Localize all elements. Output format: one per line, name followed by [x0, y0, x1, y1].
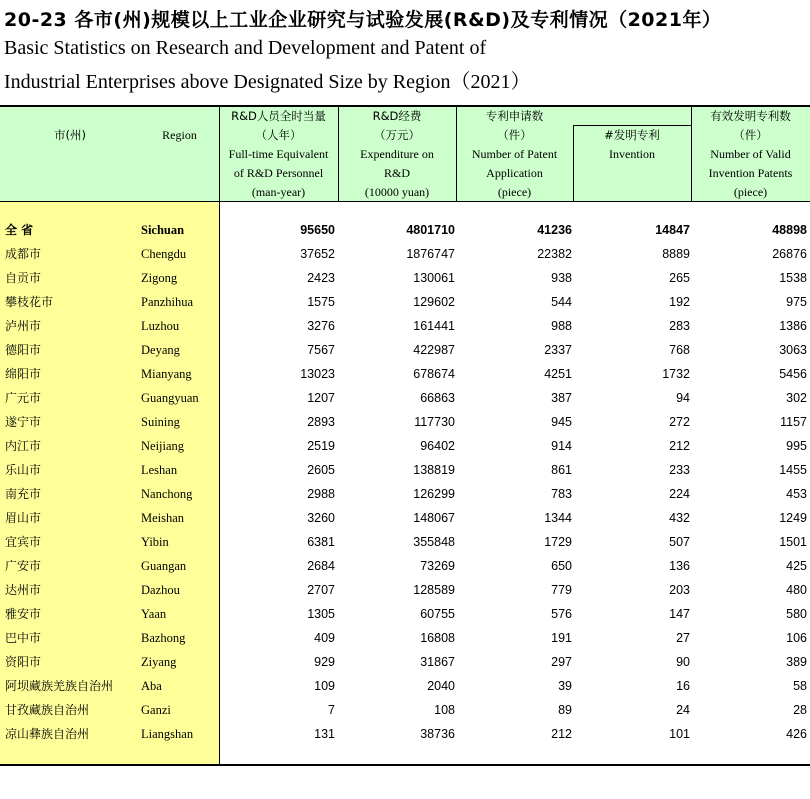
- cell-personnel: 95650: [300, 223, 335, 237]
- table-row: [0, 362, 810, 386]
- cell-region-en: Panzhihua: [141, 295, 194, 309]
- cell-city-zh: 德阳市: [5, 343, 42, 357]
- table-title-english-line1: Basic Statistics on Research and Development and Patent of: [4, 37, 487, 59]
- cell-valid-patents: 425: [786, 559, 807, 573]
- header-valid-patents: 有效发明专利数 （件） Number of Valid Invention Patents (piece): [708, 109, 793, 199]
- cell-region-en: Luzhou: [141, 319, 180, 333]
- cell-valid-patents: 453: [786, 487, 807, 501]
- cell-application: 4251: [544, 367, 572, 381]
- cell-personnel: 13023: [300, 367, 335, 381]
- cell-city-zh: 遂宁市: [5, 415, 42, 429]
- cell-region-en: Zigong: [141, 271, 178, 285]
- cell-application: 39: [558, 679, 572, 693]
- cell-application: 861: [551, 463, 572, 477]
- cell-city-zh: 广元市: [5, 391, 42, 405]
- cell-invention: 90: [676, 655, 690, 669]
- cell-valid-patents: 1249: [779, 511, 807, 525]
- cell-personnel: 2707: [307, 583, 335, 597]
- cell-valid-patents: 28: [793, 703, 807, 717]
- cell-region-en: Chengdu: [141, 247, 187, 261]
- cell-application: 212: [551, 727, 572, 741]
- cell-expenditure: 129602: [413, 295, 455, 309]
- cell-region-en: Bazhong: [141, 631, 186, 645]
- cell-valid-patents: 58: [793, 679, 807, 693]
- header-region-en: Region: [162, 128, 197, 142]
- cell-expenditure: 96402: [420, 439, 455, 453]
- cell-expenditure: 161441: [413, 319, 455, 333]
- cell-application: 41236: [537, 223, 572, 237]
- cell-expenditure: 126299: [413, 487, 455, 501]
- cell-invention: 94: [676, 391, 690, 405]
- cell-city-zh: 阿坝藏族羌族自治州: [5, 679, 114, 693]
- cell-city-zh: 南充市: [5, 487, 42, 501]
- cell-region-en: Nanchong: [141, 487, 193, 501]
- cell-valid-patents: 106: [786, 631, 807, 645]
- cell-expenditure: 66863: [420, 391, 455, 405]
- cell-application: 387: [551, 391, 572, 405]
- cell-invention: 283: [669, 319, 690, 333]
- cell-valid-patents: 302: [786, 391, 807, 405]
- table-row: [0, 458, 810, 482]
- cell-application: 988: [551, 319, 572, 333]
- table-row: [0, 674, 810, 698]
- cell-expenditure: 60755: [420, 607, 455, 621]
- cell-personnel: 2893: [307, 415, 335, 429]
- cell-city-zh: 广安市: [5, 559, 42, 573]
- cell-invention: 101: [669, 727, 690, 741]
- cell-expenditure: 2040: [427, 679, 455, 693]
- cell-personnel: 6381: [307, 535, 335, 549]
- cell-region-en: Deyang: [141, 343, 180, 357]
- cell-personnel: 7567: [307, 343, 335, 357]
- cell-personnel: 1575: [307, 295, 335, 309]
- cell-expenditure: 678674: [413, 367, 455, 381]
- cell-valid-patents: 1455: [779, 463, 807, 477]
- cell-application: 2337: [544, 343, 572, 357]
- cell-expenditure: 38736: [420, 727, 455, 741]
- cell-region-en: Neijiang: [141, 439, 185, 453]
- cell-expenditure: 73269: [420, 559, 455, 573]
- cell-region-en: Mianyang: [141, 367, 192, 381]
- cell-valid-patents: 5456: [779, 367, 807, 381]
- cell-expenditure: 128589: [413, 583, 455, 597]
- table-row: [0, 290, 810, 314]
- table-row: [0, 434, 810, 458]
- cell-invention: 265: [669, 271, 690, 285]
- cell-region-en: Guangyuan: [141, 391, 199, 405]
- table-row: [0, 410, 810, 434]
- cell-region-en: Liangshan: [141, 727, 194, 741]
- cell-application: 783: [551, 487, 572, 501]
- cell-region-en: Ganzi: [141, 703, 171, 717]
- cell-city-zh: 雅安市: [5, 607, 42, 621]
- cell-city-zh: 乐山市: [5, 463, 42, 477]
- cell-city-zh: 宜宾市: [5, 535, 42, 549]
- cell-invention: 27: [676, 631, 690, 645]
- cell-city-zh: 资阳市: [5, 655, 42, 669]
- cell-valid-patents: 389: [786, 655, 807, 669]
- cell-personnel: 929: [314, 655, 335, 669]
- cell-application: 544: [551, 295, 572, 309]
- cell-invention: 1732: [662, 367, 690, 381]
- cell-invention: 8889: [662, 247, 690, 261]
- cell-application: 779: [551, 583, 572, 597]
- cell-personnel: 2519: [307, 439, 335, 453]
- cell-valid-patents: 995: [786, 439, 807, 453]
- cell-region-en: Yibin: [141, 535, 169, 549]
- cell-region-en: Leshan: [141, 463, 178, 477]
- cell-region-en: Ziyang: [141, 655, 177, 669]
- cell-expenditure: 31867: [420, 655, 455, 669]
- cell-application: 1344: [544, 511, 572, 525]
- cell-application: 22382: [537, 247, 572, 261]
- table-row: [0, 554, 810, 578]
- table-row: [0, 338, 810, 362]
- cell-expenditure: 108: [434, 703, 455, 717]
- cell-personnel: 2684: [307, 559, 335, 573]
- table-row: [0, 602, 810, 626]
- cell-valid-patents: 26876: [772, 247, 807, 261]
- cell-application: 650: [551, 559, 572, 573]
- cell-expenditure: 16808: [420, 631, 455, 645]
- cell-region-en: Dazhou: [141, 583, 180, 597]
- cell-valid-patents: 1157: [780, 415, 807, 429]
- table-row: [0, 626, 810, 650]
- table-row: [0, 530, 810, 554]
- cell-city-zh: 凉山彝族自治州: [5, 727, 90, 741]
- cell-invention: 203: [669, 583, 690, 597]
- cell-invention: 272: [669, 415, 690, 429]
- cell-personnel: 7: [328, 703, 335, 717]
- table-row: [0, 314, 810, 338]
- cell-invention: 14847: [655, 223, 690, 237]
- cell-personnel: 409: [314, 631, 335, 645]
- table-row: [0, 386, 810, 410]
- cell-city-zh: 眉山市: [5, 511, 42, 525]
- cell-personnel: 131: [314, 727, 335, 741]
- header-application: 专利申请数 （件） Number of Patent Application (piece): [471, 109, 558, 199]
- cell-invention: 136: [669, 559, 690, 573]
- cell-personnel: 37652: [300, 247, 335, 261]
- cell-valid-patents: 48898: [772, 223, 807, 237]
- cell-invention: 432: [669, 511, 690, 525]
- cell-region-en: Meishan: [141, 511, 185, 525]
- cell-expenditure: 130061: [413, 271, 455, 285]
- cell-invention: 212: [669, 439, 690, 453]
- cell-expenditure: 422987: [413, 343, 455, 357]
- cell-city-zh: 绵阳市: [5, 367, 42, 381]
- cell-application: 191: [551, 631, 572, 645]
- cell-expenditure: 117730: [414, 415, 455, 429]
- table-row: [0, 242, 810, 266]
- table-row: [0, 578, 810, 602]
- cell-application: 576: [551, 607, 572, 621]
- cell-valid-patents: 426: [786, 727, 807, 741]
- cell-application: 914: [551, 439, 572, 453]
- table-row: [0, 266, 810, 290]
- cell-city-zh: 达州市: [5, 583, 42, 597]
- table-row: [0, 650, 810, 674]
- cell-application: 89: [558, 703, 572, 717]
- cell-expenditure: 355848: [413, 535, 455, 549]
- cell-personnel: 2605: [307, 463, 335, 477]
- table-title-chinese: 20-23 各市(州)规模以上工业企业研究与试验发展(R&D)及专利情况（2021年）: [4, 9, 722, 31]
- cell-city-zh: 自贡市: [5, 271, 42, 285]
- cell-expenditure: 138819: [413, 463, 455, 477]
- table-row: [0, 722, 810, 746]
- cell-city-zh: 攀枝花市: [5, 295, 54, 309]
- cell-invention: 147: [669, 607, 690, 621]
- cell-personnel: 1207: [307, 391, 335, 405]
- cell-valid-patents: 1386: [779, 319, 807, 333]
- cell-city-zh: 成都市: [5, 247, 42, 261]
- header-city-zh: 市(州): [54, 128, 86, 142]
- cell-expenditure: 148067: [413, 511, 455, 525]
- cell-city-zh: 巴中市: [5, 631, 42, 645]
- cell-personnel: 3276: [307, 319, 335, 333]
- cell-valid-patents: 975: [786, 295, 807, 309]
- table-row: [0, 482, 810, 506]
- cell-city-zh: 泸州市: [5, 319, 42, 333]
- cell-region-en: Guangan: [141, 559, 187, 573]
- cell-valid-patents: 580: [786, 607, 807, 621]
- table-bottom-rule: [0, 764, 810, 766]
- cell-valid-patents: 1501: [779, 535, 807, 549]
- cell-application: 297: [551, 655, 572, 669]
- header-personnel: R&D人员全时当量 （人年） Full-time Equivalent of R&D Personnel (man-year): [228, 109, 329, 199]
- cell-personnel: 3260: [307, 511, 335, 525]
- cell-personnel: 2988: [307, 487, 335, 501]
- cell-personnel: 1305: [307, 607, 335, 621]
- cell-city-zh: 全 省: [5, 223, 34, 237]
- cell-region-en: Yaan: [141, 607, 167, 621]
- cell-expenditure: 1876747: [406, 247, 455, 261]
- cell-application: 938: [551, 271, 572, 285]
- cell-invention: 192: [669, 295, 690, 309]
- table-row: [0, 698, 810, 722]
- cell-invention: 507: [669, 535, 690, 549]
- cell-city-zh: 内江市: [5, 439, 42, 453]
- cell-expenditure: 4801710: [406, 223, 455, 237]
- cell-invention: 16: [676, 679, 690, 693]
- cell-region-en: Suining: [141, 415, 180, 429]
- cell-invention: 768: [669, 343, 690, 357]
- cell-invention: 233: [669, 463, 690, 477]
- table-row: [0, 506, 810, 530]
- cell-valid-patents: 480: [786, 583, 807, 597]
- cell-region-en: Aba: [141, 679, 162, 693]
- table-title-english-line2: Industrial Enterprises above Designated Size by Region（2021）: [4, 71, 531, 93]
- cell-application: 1729: [544, 535, 572, 549]
- header-expenditure: R&D经费 （万元） Expenditure on R&D (10000 yuan): [360, 109, 434, 199]
- cell-invention: 24: [676, 703, 690, 717]
- cell-valid-patents: 3063: [779, 343, 807, 357]
- cell-invention: 224: [669, 487, 690, 501]
- cell-region-en: Sichuan: [141, 223, 185, 237]
- cell-personnel: 2423: [307, 271, 335, 285]
- cell-application: 945: [551, 415, 572, 429]
- header-invention: #发明专利 Invention: [604, 128, 660, 161]
- cell-valid-patents: 1538: [779, 271, 807, 285]
- cell-personnel: 109: [314, 679, 335, 693]
- table-row-total: [0, 218, 810, 242]
- cell-city-zh: 甘孜藏族自治州: [5, 703, 90, 717]
